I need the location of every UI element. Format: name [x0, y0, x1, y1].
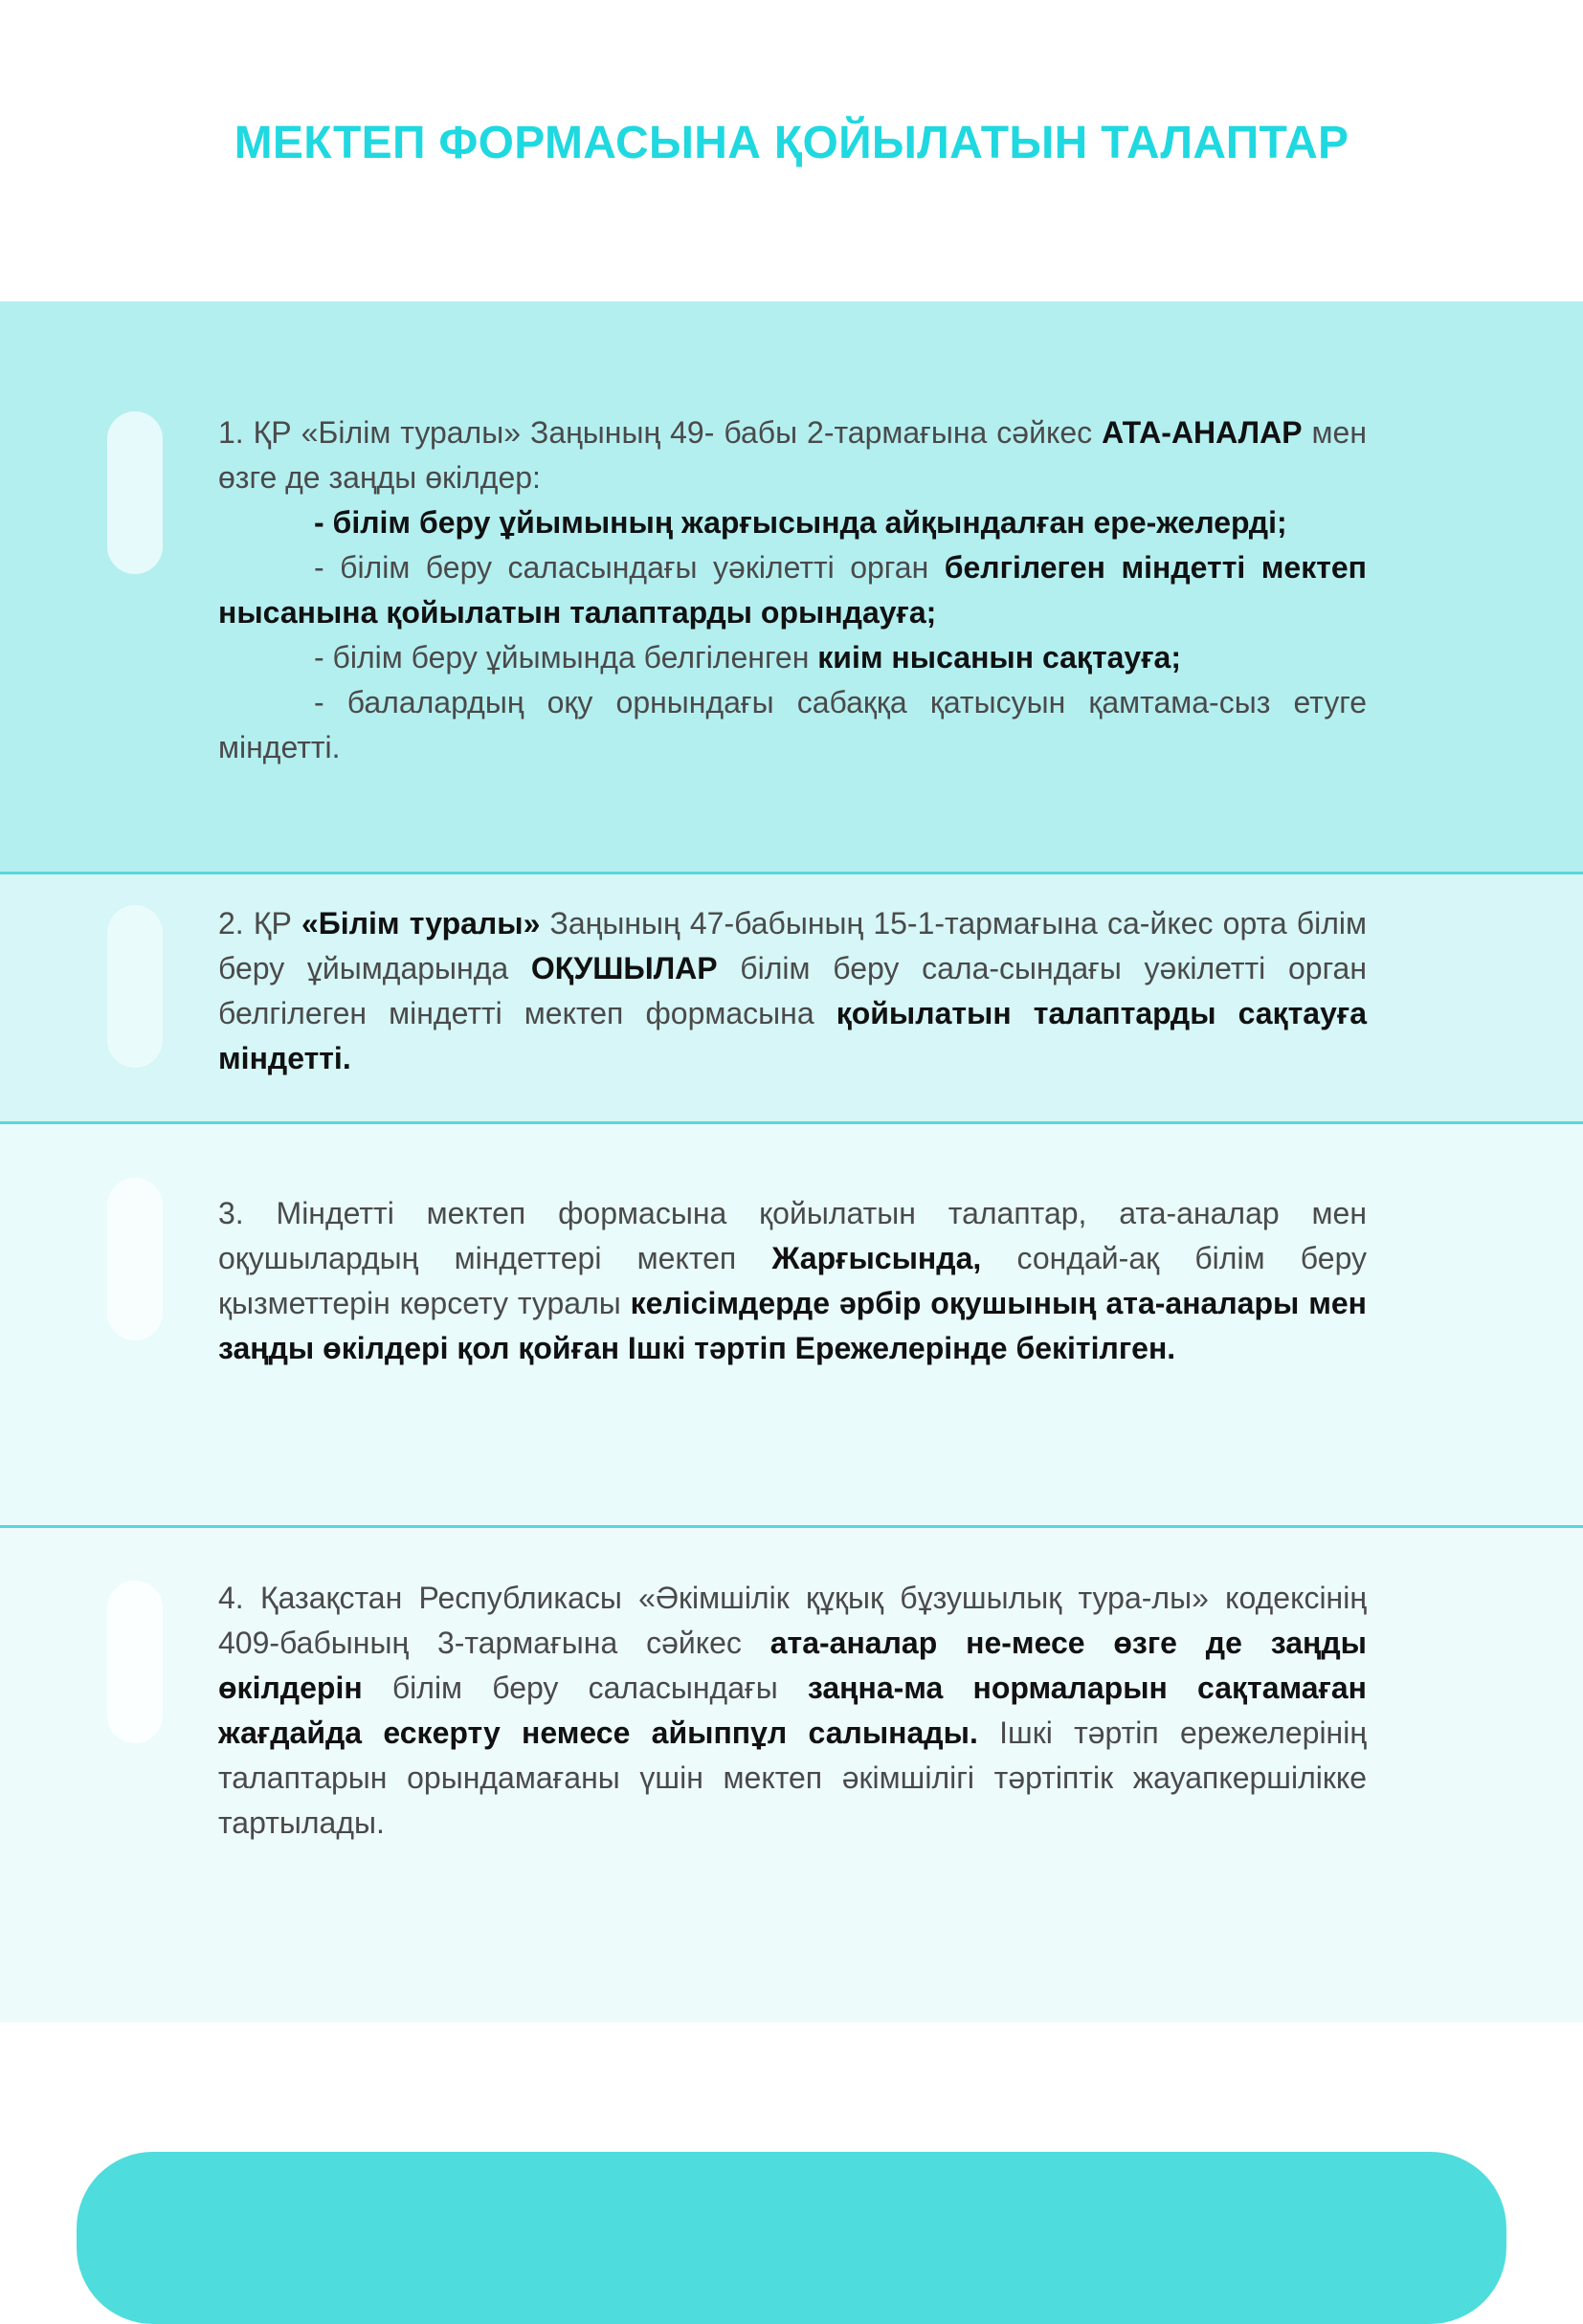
section-parents-obligations — [0, 301, 1583, 872]
decorative-pill — [107, 411, 163, 574]
page-title: МЕКТЕП ФОРМАСЫНА ҚОЙЫЛАТЫН ТАЛАПТАР — [234, 118, 1349, 168]
section-1-subject-rest: мен өзге де заңды өкілдер: — [218, 415, 1368, 495]
section-requirements-basis — [0, 1121, 1583, 1525]
list-item: - білім беру ұйымында белгіленген киім нысанын сақтауға; — [314, 640, 1181, 675]
list-item: - білім беру ұйымының жарғысында айқындалған ере-желерді; — [314, 505, 1287, 540]
decorative-pill — [107, 1581, 163, 1743]
section-1-intro: 1. ҚР «Білім туралы» Заңының 49- бабы 2-тармағына сәйкес — [218, 415, 1093, 450]
list-item: - білім беру саласындағы уәкілетті орган белгілеген міндетті мектеп нысанына қойылатын талаптарды орындауға; — [218, 550, 1368, 630]
section-2-text: 2. ҚР «Білім туралы» Заңының 47-бабының 15-1-тармағына са-йкес орта білім беру ұйымдарында ОҚУШЫЛАР білім беру сала-сындағы уәкілетті орган белгілеген міндетті мектеп формасына қойылатын талаптарды сақтауға міндетті. — [218, 906, 1368, 1075]
footer-banner — [77, 2152, 1506, 2324]
section-1-text — [218, 410, 1367, 770]
section-1-subject: АТА-АНАЛАР — [1102, 415, 1303, 450]
section-liability — [0, 1525, 1583, 2023]
list-item: - балалардың оқу орнындағы сабаққа қатысуын қамтама-сыз етуге міндетті. — [218, 685, 1367, 764]
section-4-text: 4. Қазақстан Республикасы «Әкімшілік құқық бұзушылық тура-лы» кодексінің 409-бабының 3-тармағына сәйкес ата-аналар не-месе өзге де заңды өкілдерін білім беру саласындағы заңна-ма нормаларын сақтамаған жағдайда ескерту немесе айыппұл салынады. Ішкі тәртіп ережелерінің талаптарын орындамағаны үшін мектеп әкімшілігі тәртіптік жауапкершілікке тартылады. — [218, 1581, 1368, 1840]
decorative-pill — [107, 905, 163, 1068]
section-3-text: 3. Міндетті мектеп формасына қойылатын талаптар, ата-аналар мен оқушылардың міндеттері мектеп Жарғысында, сондай-ақ білім беру қызметтерін көрсету туралы келісімдерде әрбір оқушының ата-аналары мен заңды өкілдері қол қойған Ішкі тәртіп Ережелерінде бекітілген. — [218, 1196, 1368, 1365]
section-students-obligations — [0, 872, 1583, 1121]
decorative-pill — [107, 1178, 163, 1340]
